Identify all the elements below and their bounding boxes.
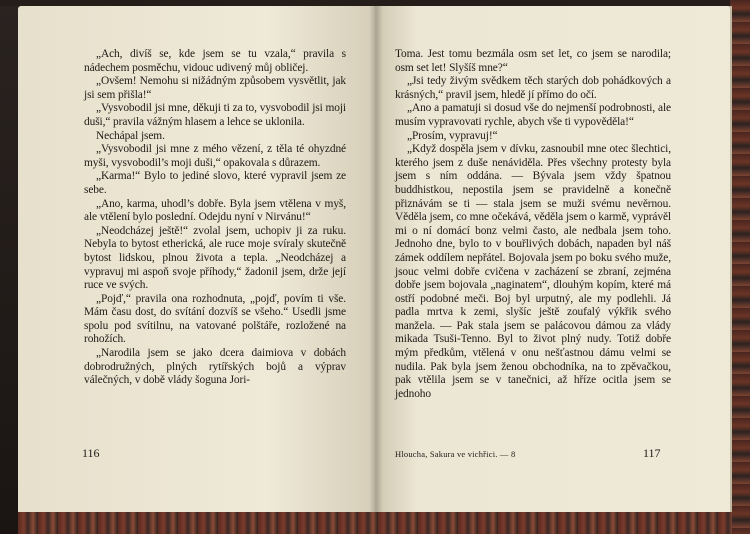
left-paragraph: „Ovšem! Nemohu si nižádným způsobem vysvětlit, jak jsi sem přišla!“ bbox=[84, 75, 346, 101]
left-page-text bbox=[84, 48, 346, 388]
signature-mark: Hloucha, Sakura ve vichřici. — 8 bbox=[395, 449, 516, 459]
right-page-number: 117 bbox=[643, 446, 661, 460]
right-paragraph: „Ano a pamatuji si dosud vše do nejmenší podrobnosti, ale musím vypravovati rychle, abych vše ti vypověděla!“ bbox=[395, 102, 671, 128]
left-paragraph: „Narodila jsem se jako dcera daimiova v dobách dobrodružných, plných rytířských bojů a výprav válečných, v době vlády šoguna Jori- bbox=[84, 347, 346, 387]
left-paragraph: „Neodcházej ještě!“ zvolal jsem, uchopiv ji za ruku. Nebyla to bytost etherická, ale ruce moje svíraly skutečně bytost lidskou, plnou života a tepla. „Neodcházej a vypravuj mi aspoň svoje příhody,“ žadonil jsem, drže její ruce ve svých. bbox=[84, 224, 346, 292]
book-cover-edge bbox=[730, 0, 750, 534]
right-page bbox=[375, 6, 730, 516]
left-paragraph: „Karma!“ Bylo to jediné slovo, které vypravil jsem ze sebe. bbox=[84, 170, 346, 196]
left-paragraph: „Pojď,“ pravila ona rozhodnuta, „pojď, povím ti vše. Mám času dost, do svítání dozvíš se všeho.“ Usedli jsme spolu pod svítilnu, na vatované polštáře, rozložené na rohožích. bbox=[84, 292, 346, 346]
right-page-text bbox=[395, 48, 671, 401]
right-paragraph: Toma. Jest tomu bezmála osm set let, co jsem se narodila; osm set let! Slyšíš mne?“ bbox=[395, 48, 671, 74]
left-paragraph: Nechápal jsem. bbox=[96, 129, 165, 142]
left-page-number: 116 bbox=[82, 446, 100, 460]
left-paragraph: „Vysvobodil jsi mne, děkuji ti za to, vysvobodil jsi moji duši,“ pravila vážným hlasem a lehce se uklonila. bbox=[84, 102, 346, 128]
right-paragraph: „Jsi tedy živým svědkem těch starých dob pohádkových a krásných,“ pravil jsem, hledě jí přímo do očí. bbox=[395, 75, 671, 101]
left-page bbox=[18, 6, 375, 516]
right-paragraph: „Prosím, vypravuj!“ bbox=[407, 129, 498, 142]
left-paragraph: „Ano, karma, uhodl’s dobře. Byla jsem vtělena v myš, ale vtělení bylo poslední. Odejdu nyní v Nirvánu!“ bbox=[84, 197, 346, 224]
book-cover-bottom bbox=[18, 512, 732, 534]
left-paragraph: „Vysvobodil jsi mne z mého vězení, z těla té ohyzdné myši, vysvobodil’s moji duši,“ opakovala s důrazem. bbox=[84, 143, 346, 169]
open-book-spread bbox=[18, 6, 730, 516]
left-paragraph: „Ach, divíš se, kde jsem se tu vzala,“ pravila s nádechem posměchu, vidouc udivený můj obličej. bbox=[84, 48, 346, 74]
right-paragraph: „Když dospěla jsem v dívku, zasnoubil mne otec šlechtici, kterého jsem z duše nenáviděla. Přes všechny protesty byla jsem s ním oddána. — Bývala jsem vždy špatnou buddhistkou, nepostila jsem se pravidelně a konečně přiznávám se ti — stala jsem se muži svému nevěrnou. Věděla jsem, co mne očekává, věděla jsem o karmě, vyprávěl mi o ní domácí bonz velmi často, ale nedbala jsem toho. Jednoho dne, bylo to v bouřlivých dobách, napaden byl náš zámek oddílem nepřátel. Bojovala jsem po boku svého muže, jsouc velmi dobře cvičena v zacházení se zbraní, zejména dobře jsem bojovala „naginatem“, dlouhým kopím, které má ostří podobné meči. Boj byl urputný, ale my podlehli. Já padla mrtva k zemi, slyšíc ještě zoufalý výkřik svého manžela. — Pak stala jsem se palácovou dámou za vlády mikada Tsuši-Tenno. Byl to život plný nudy. Totiž dobře mým předkům, vtělená v onu nešťastnou dámu velmi se nudila. Pak byla jsem ženou obchodníka, na to zpěvačkou, pak vtělila jsem se v tanečnici, až hříze ocitla jsem se jednoho bbox=[395, 143, 671, 400]
